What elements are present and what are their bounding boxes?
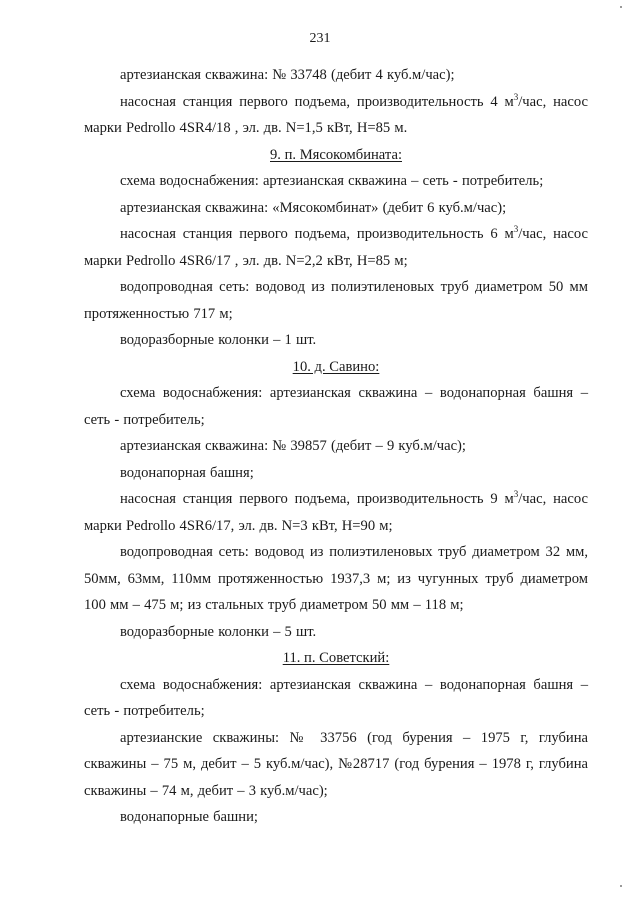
paragraph-well-33748: артезианская скважина: № 33748 (дебит 4 куб.м/час); [120, 67, 455, 83]
superscript: 3 [513, 489, 519, 499]
paragraph-text: насосная станция первого подъема, производительность 9 м [120, 491, 514, 507]
paragraph-water-network-10: водопроводная сеть: водовод из полиэтиленовых труб диаметром 32 мм, 50мм, 63мм, 110мм протяженностью 1937,3 м; из чугунных труб диаметром 100 мм – 475 м; из стальных труб диаметром 50 мм – 118 м; [84, 544, 588, 613]
paragraph-text: насосная станция первого подъема, производительность 4 м [120, 93, 514, 110]
section-heading-text: 9. п. Мясокомбината: [270, 146, 402, 163]
paragraph-water-towers: водонапорные башни; [120, 809, 258, 825]
paragraph-scheme-11: схема водоснабжения: артезианская скважина – водонапорная башня – сеть - потребитель; [84, 676, 588, 719]
section-heading-11 [84, 645, 588, 672]
paragraph-pump-station-9 [84, 486, 588, 539]
paragraph-pump-station-6 [84, 221, 588, 274]
document-body [84, 62, 588, 831]
section-heading-10 [84, 354, 588, 381]
paragraph-hydrants-10: водоразборные колонки – 5 шт. [120, 623, 317, 640]
paragraph-water-network-9: водопроводная сеть: водовод из полиэтиленовых труб диаметром 50 мм протяженностью 717 м; [84, 279, 588, 322]
scan-mark [620, 6, 622, 8]
paragraph-hydrants-9: водоразборные колонки – 1 шт. [120, 332, 317, 348]
paragraph-well-myasokombinat: артезианская скважина: «Мясокомбинат» (дебит 6 куб.м/час); [120, 199, 507, 216]
paragraph-text: /час, насос марки Pedrollo 4SR4/18 , эл. дв. N=1,5 кВт, H=85 м. [84, 93, 588, 136]
section-heading-text: 11. п. Советский: [282, 650, 390, 666]
paragraph-wells-11: артезианские скважины: № 33756 (год бурения – 1975 г, глубина скважины – 75 м, дебит – 5 куб.м/час), №28717 (год бурения – 1978 г, глубина скважины – 74 м, дебит – 3 куб.м/час); [84, 729, 588, 799]
superscript: 3 [513, 91, 519, 102]
paragraph-scheme-9: схема водоснабжения: артезианская скважина – сеть - потребитель; [120, 173, 544, 189]
paragraph-text: насосная станция первого подъема, производительность 6 м [120, 226, 514, 242]
paragraph-well-39857: артезианская скважина: № 39857 (дебит – 9 куб.м/час); [120, 438, 466, 454]
paragraph-text: /час, насос марки Pedrollo 4SR6/17, эл. дв. N=3 кВт, H=90 м; [84, 491, 588, 534]
section-heading-text: 10. д. Савино: [292, 358, 380, 375]
page-number: 231 [309, 31, 331, 46]
superscript: 3 [513, 224, 519, 234]
paragraph-water-tower: водонапорная башня; [120, 464, 254, 481]
section-heading-9 [84, 142, 588, 169]
paragraph-text: /час, насос марки Pedrollo 4SR6/17 , эл. дв. N=2,2 кВт, H=85 м; [84, 226, 588, 269]
paragraph-pump-station-4 [84, 89, 588, 142]
paragraph-scheme-10: схема водоснабжения: артезианская скважина – водонапорная башня – сеть - потребитель; [84, 385, 588, 428]
scan-mark [620, 885, 622, 887]
